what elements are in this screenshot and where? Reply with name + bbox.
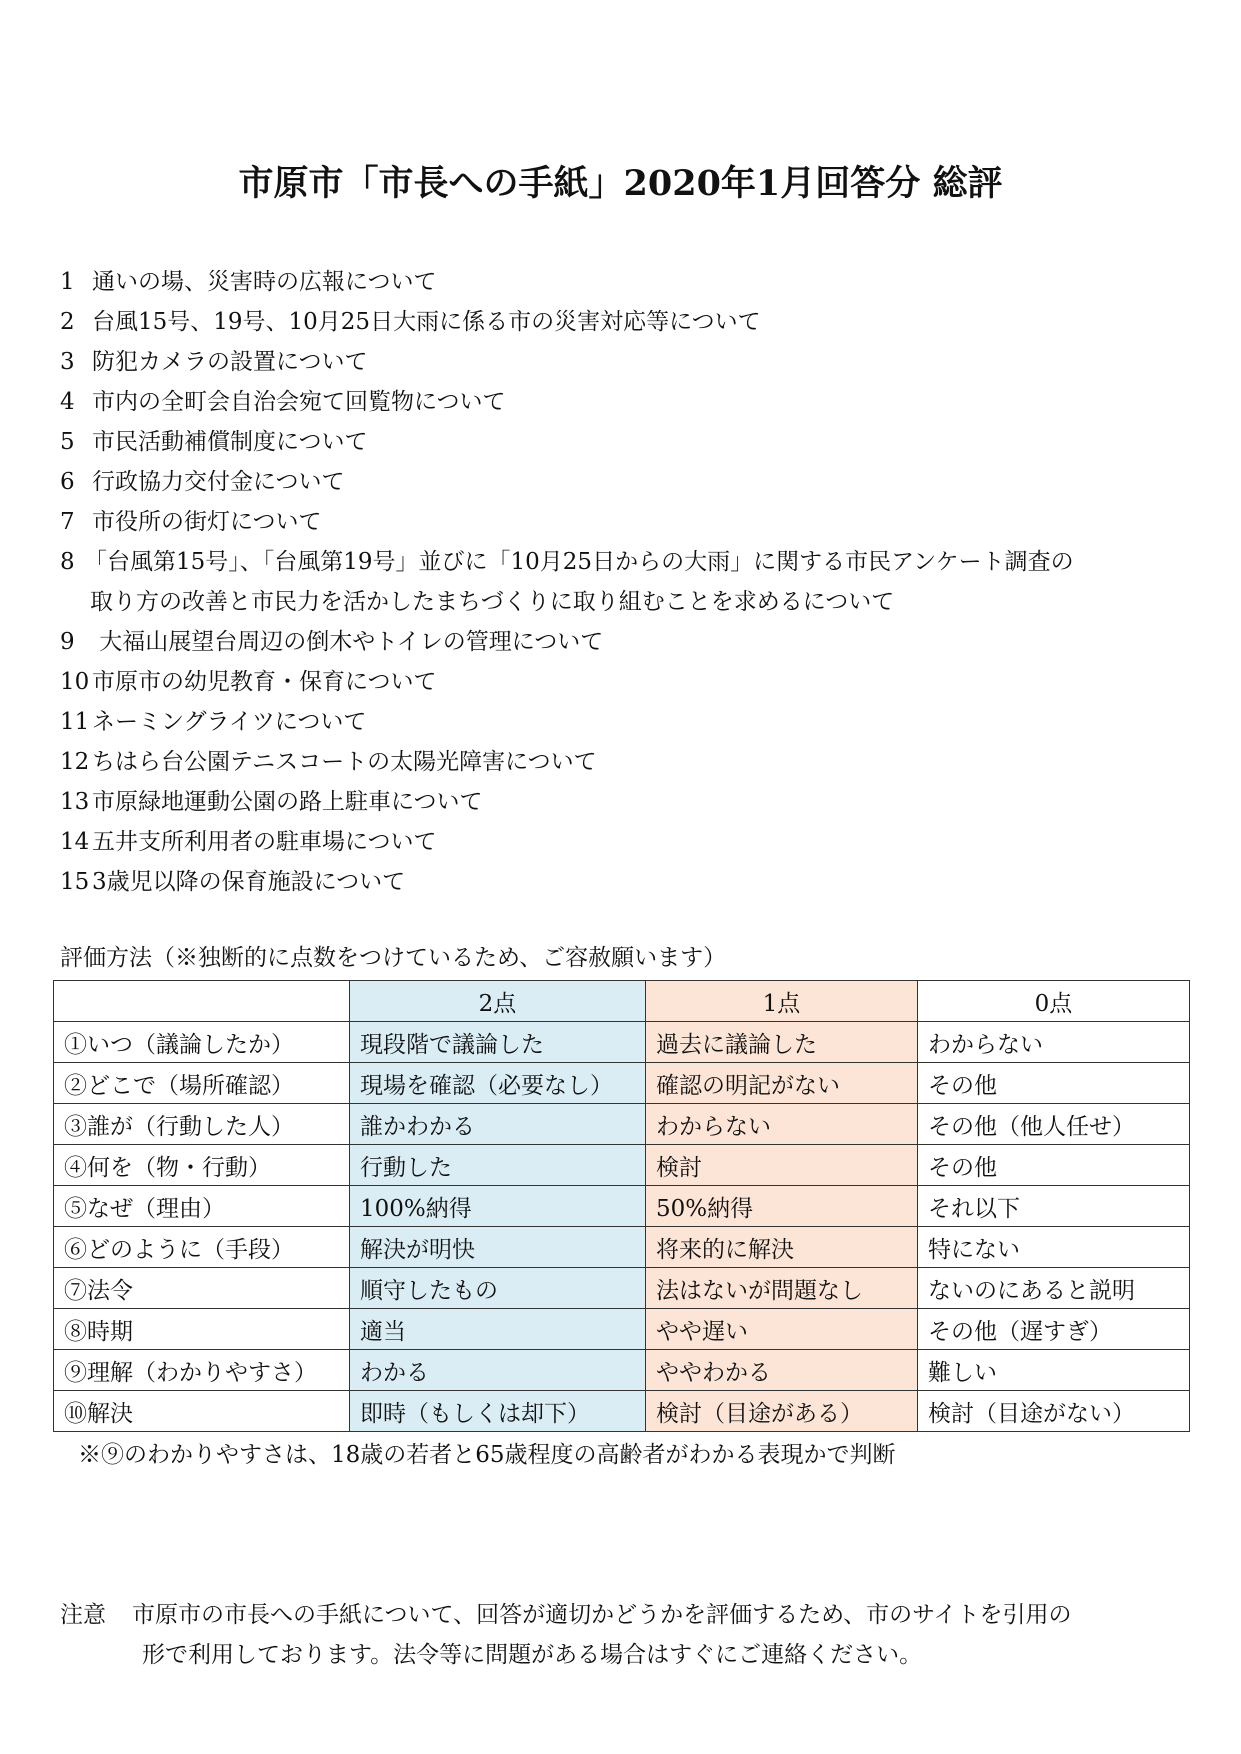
notice-label: 注意 <box>60 1602 106 1628</box>
table-row <box>54 1022 1190 1063</box>
table-row <box>54 1268 1190 1309</box>
header-cell-criterion <box>54 981 350 1022</box>
criterion-cell: ⑤なぜ（理由） <box>54 1186 350 1227</box>
criterion-cell: ⑨理解（わかりやすさ） <box>54 1350 350 1391</box>
one-point-cell: わからない <box>646 1104 918 1145</box>
item-number: 2 <box>60 309 75 335</box>
two-points-cell: 現場を確認（必要なし） <box>350 1063 646 1104</box>
item-text: 市民活動補償制度について <box>92 429 368 455</box>
item-number: 4 <box>60 389 75 415</box>
two-points-cell: 現段階で議論した <box>350 1022 646 1063</box>
page-title: 市原市「市長への手紙」2020年1月回答分 総評 <box>238 163 1003 204</box>
criterion-cell: ⑦法令 <box>54 1268 350 1309</box>
zero-points-cell: ないのにあると説明 <box>918 1268 1190 1309</box>
list-item <box>60 742 1190 782</box>
table-row <box>54 1186 1190 1227</box>
list-item <box>60 822 1190 862</box>
one-point-cell: 検討（目途がある） <box>646 1391 918 1432</box>
item-number: 12 <box>60 749 90 775</box>
notice-text-continued: 形で利用しております。法令等に問題がある場合はすぐにご連絡ください。 <box>142 1642 923 1668</box>
header-cell-0-points: 0点 <box>918 981 1190 1022</box>
header-cell-1-point: 1点 <box>646 981 918 1022</box>
list-item <box>60 702 1190 742</box>
item-text: ちはら台公園テニスコートの太陽光障害について <box>92 749 597 775</box>
table-row <box>54 1227 1190 1268</box>
list-item <box>60 862 1190 902</box>
list-item <box>60 462 1190 502</box>
item-number: 6 <box>60 469 75 495</box>
item-text: 行政協力交付金について <box>92 469 345 495</box>
table-row <box>54 1104 1190 1145</box>
two-points-cell: 解決が明快 <box>350 1227 646 1268</box>
one-point-cell: 50%納得 <box>646 1186 918 1227</box>
list-item <box>60 382 1190 422</box>
two-points-cell: 即時（もしくは却下） <box>350 1391 646 1432</box>
item-text: 市内の全町会自治会宛て回覧物について <box>92 389 506 415</box>
list-item <box>60 262 1190 302</box>
table-row <box>54 1145 1190 1186</box>
criterion-cell: ⑩解決 <box>54 1391 350 1432</box>
item-number: 7 <box>60 509 75 535</box>
table-row <box>54 1063 1190 1104</box>
list-item <box>60 662 1190 702</box>
list-item <box>60 502 1190 542</box>
item-text: 「台風第15号」、「台風第19号」並びに「10月25日からの大雨」に関する市民アンケート調査の <box>84 549 1074 575</box>
evaluation-method-heading: 評価方法（※独断的に点数をつけているため、ご容赦願います） <box>60 945 727 971</box>
footnote: ※⑨のわかりやすさは、18歳の若者と65歳程度の高齢者がわかる表現かで判断 <box>78 1442 896 1468</box>
item-text: 五井支所利用者の駐車場について <box>92 829 437 855</box>
notice-text: 市原市の市長への手紙について、回答が適切かどうかを評価するため、市のサイトを引用の <box>132 1602 1072 1628</box>
zero-points-cell: わからない <box>918 1022 1190 1063</box>
two-points-cell: 100%納得 <box>350 1186 646 1227</box>
list-item <box>60 342 1190 382</box>
item-text: 防犯カメラの設置について <box>92 349 368 375</box>
one-point-cell: 法はないが問題なし <box>646 1268 918 1309</box>
one-point-cell: 確認の明記がない <box>646 1063 918 1104</box>
item-number: 13 <box>60 789 90 815</box>
zero-points-cell: 難しい <box>918 1350 1190 1391</box>
item-number: 3 <box>60 349 75 375</box>
one-point-cell: ややわかる <box>646 1350 918 1391</box>
topic-list <box>60 262 1190 902</box>
table-header-row <box>54 981 1190 1022</box>
list-item <box>60 542 1190 622</box>
criterion-cell: ⑧時期 <box>54 1309 350 1350</box>
one-point-cell: 将来的に解決 <box>646 1227 918 1268</box>
item-text: 市原市の幼児教育・保育について <box>92 669 437 695</box>
item-text: ネーミングライツについて <box>92 709 367 735</box>
two-points-cell: 順守したもの <box>350 1268 646 1309</box>
two-points-cell: 行動した <box>350 1145 646 1186</box>
item-text: 市原緑地運動公園の路上駐車について <box>92 789 483 815</box>
zero-points-cell: その他（遅すぎ） <box>918 1309 1190 1350</box>
list-item <box>60 302 1190 342</box>
criterion-cell: ③誰が（行動した人） <box>54 1104 350 1145</box>
evaluation-table <box>53 980 1190 1432</box>
two-points-cell: 誰かわかる <box>350 1104 646 1145</box>
zero-points-cell: その他 <box>918 1145 1190 1186</box>
item-text-continued: 取り方の改善と市民力を活かしたまちづくりに取り組むことを求めるについて <box>90 589 895 615</box>
two-points-cell: 適当 <box>350 1309 646 1350</box>
item-text: 市役所の街灯について <box>92 509 322 535</box>
one-point-cell: やや遅い <box>646 1309 918 1350</box>
one-point-cell: 過去に議論した <box>646 1022 918 1063</box>
item-number: 8 <box>60 549 75 575</box>
one-point-cell: 検討 <box>646 1145 918 1186</box>
zero-points-cell: その他（他人任せ） <box>918 1104 1190 1145</box>
criterion-cell: ②どこで（場所確認） <box>54 1063 350 1104</box>
criterion-cell: ①いつ（議論したか） <box>54 1022 350 1063</box>
zero-points-cell: 特にない <box>918 1227 1190 1268</box>
zero-points-cell: それ以下 <box>918 1186 1190 1227</box>
item-text: 3歳児以降の保育施設について <box>92 869 406 895</box>
table-row <box>54 1350 1190 1391</box>
item-text: 台風15号、19号、10月25日大雨に係る市の災害対応等について <box>92 309 761 335</box>
list-item <box>60 422 1190 462</box>
item-number: 15 <box>60 869 90 895</box>
item-text: 大福山展望台周辺の倒木やトイレの管理について <box>92 629 604 655</box>
criterion-cell: ⑥どのように（手段） <box>54 1227 350 1268</box>
notice <box>60 1595 1190 1675</box>
item-number: 11 <box>60 709 90 735</box>
zero-points-cell: 検討（目途がない） <box>918 1391 1190 1432</box>
item-number: 14 <box>60 829 90 855</box>
item-number: 5 <box>60 429 75 455</box>
item-text: 通いの場、災害時の広報について <box>92 269 437 295</box>
item-number: 1 <box>60 269 75 295</box>
list-item <box>60 622 1190 662</box>
item-number: 10 <box>60 669 90 695</box>
zero-points-cell: その他 <box>918 1063 1190 1104</box>
two-points-cell: わかる <box>350 1350 646 1391</box>
table-row <box>54 1391 1190 1432</box>
criterion-cell: ④何を（物・行動） <box>54 1145 350 1186</box>
item-number: 9 <box>60 629 75 655</box>
table-row <box>54 1309 1190 1350</box>
list-item <box>60 782 1190 822</box>
header-cell-2-points: 2点 <box>350 981 646 1022</box>
